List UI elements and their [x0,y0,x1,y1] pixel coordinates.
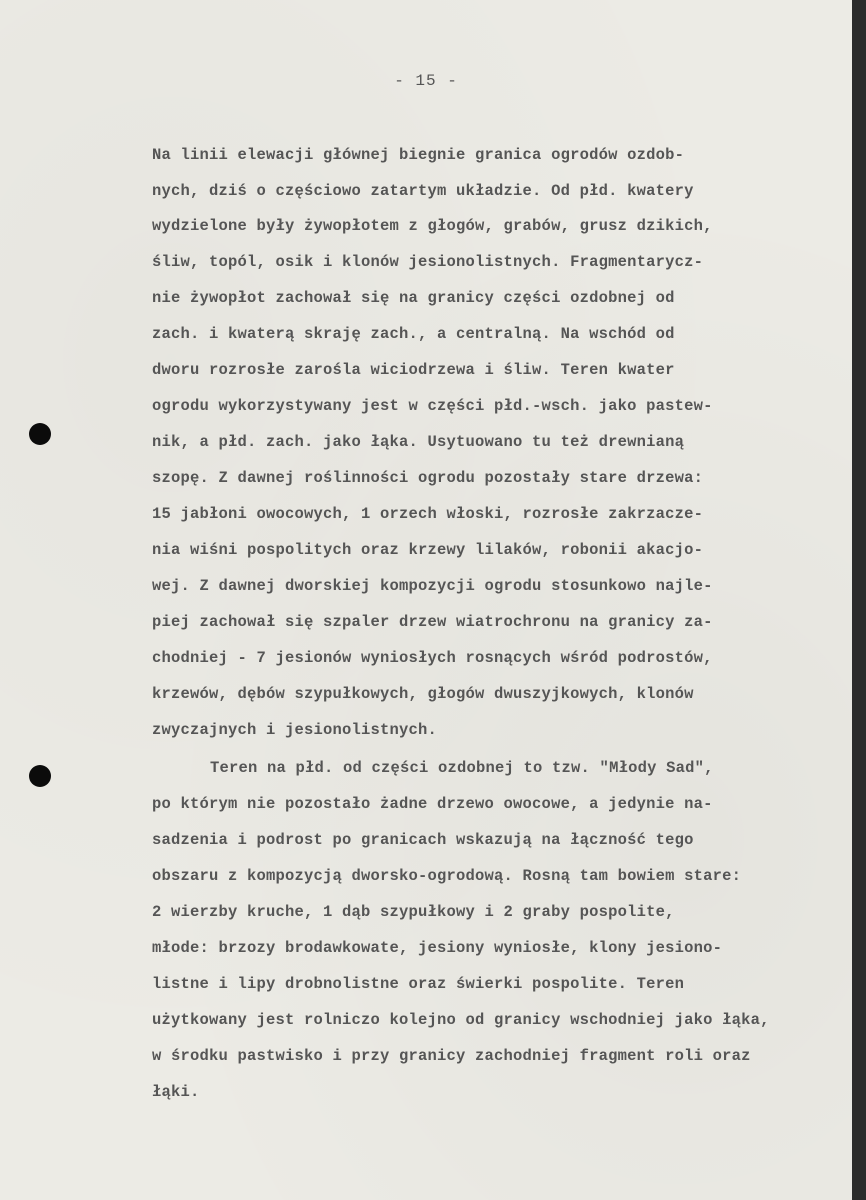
text-line: wydzielone były żywopłotem z głogów, grabów, grusz dzikich, [152,217,713,235]
text-line: użytkowany jest rolniczo kolejno od granicy wschodniej jako łąka, [152,1011,770,1029]
text-line: nik, a płd. zach. jako łąka. Usytuowano tu też drewnianą [152,433,685,451]
text-line: obszaru z kompozycją dworsko-ogrodową. Rosną tam bowiem stare: [152,867,742,885]
text-line: krzewów, dębów szypułkowych, głogów dwuszyjkowych, klonów [152,685,694,703]
text-line: 2 wierzby kruche, 1 dąb szypułkowy i 2 graby pospolite, [152,903,675,921]
text-line: w środku pastwisko i przy granicy zachodniej fragment roli oraz [152,1047,751,1065]
text-line: szopę. Z dawnej roślinności ogrodu pozostały stare drzewa: [152,469,704,487]
text-line: wej. Z dawnej dworskiej kompozycji ogrodu stosunkowo najle- [152,577,713,595]
text-line: listne i lipy drobnolistne oraz świerki pospolite. Teren [152,975,685,993]
page-number: - 15 - [394,72,458,90]
text-line: 15 jabłoni owocowych, 1 orzech włoski, rozrosłe zakrzacze- [152,505,704,523]
text-line: Teren na płd. od części ozdobnej to tzw. "Młody Sad", [210,759,714,777]
binder-hole-bottom [29,765,51,787]
text-line: śliw, topól, osik i klonów jesionolistnych. Fragmentarycz- [152,253,704,271]
text-line: Na linii elewacji głównej biegnie granica ogrodów ozdob- [152,146,685,164]
text-line: dworu rozrosłe zarośla wiciodrzewa i śliw. Teren kwater [152,361,675,379]
binder-hole-top [29,423,51,445]
text-line: sadzenia i podrost po granicach wskazują na łączność tego [152,831,694,849]
text-line: ogrodu wykorzystywany jest w części płd.-wsch. jako pastew- [152,397,713,415]
text-line: łąki. [152,1083,200,1101]
text-line: zach. i kwaterą skraję zach., a centralną. Na wschód od [152,325,675,343]
text-line: młode: brzozy brodawkowate, jesiony wyniosłe, klony jesiono- [152,939,723,957]
text-line: piej zachował się szpaler drzew wiatrochronu na granicy za- [152,613,713,631]
text-line: nych, dziś o częściowo zatartym układzie. Od płd. kwatery [152,182,694,200]
text-line: po którym nie pozostało żadne drzewo owocowe, a jedynie na- [152,795,713,813]
text-line: nie żywopłot zachował się na granicy części ozdobnej od [152,289,675,307]
text-line: chodniej - 7 jesionów wyniosłych rosnących wśród podrostów, [152,649,713,667]
text-line: zwyczajnych i jesionolistnych. [152,721,438,739]
text-line: nia wiśni pospolitych oraz krzewy lilaków, robonii akacjo- [152,541,704,559]
